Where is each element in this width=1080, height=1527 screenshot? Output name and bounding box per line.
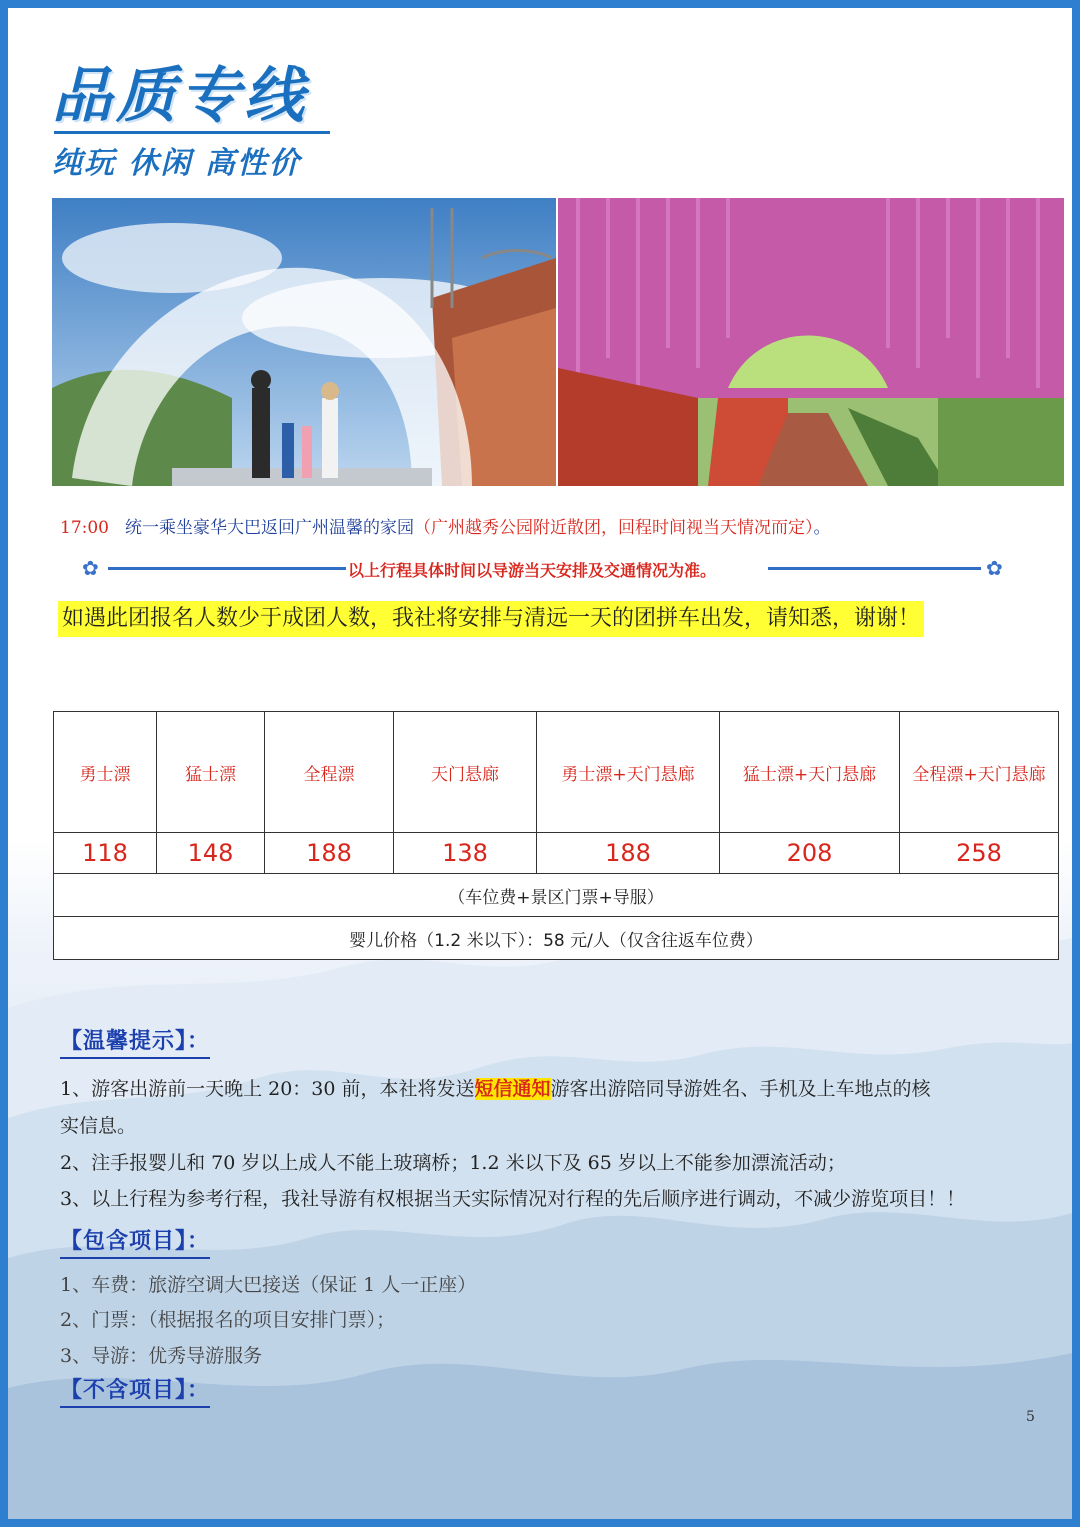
- price-includes: （车位费+景区门票+导服）: [54, 874, 1059, 917]
- excluded-title: 【不含项目】：: [60, 1373, 210, 1408]
- schedule-note-text: 以上行程具体时间以导游当天安排及交通情况为准。: [348, 561, 717, 580]
- price-value-cell: 148: [157, 833, 265, 874]
- page-number: 5: [1026, 1409, 1035, 1425]
- included-title: 【包含项目】：: [60, 1224, 210, 1259]
- brand-title: 品质专线: [52, 61, 308, 131]
- tip-line-1: [60, 1074, 931, 1101]
- included-item: 1、车费：旅游空调大巴接送（保证 1 人一正座）: [60, 1274, 477, 1296]
- photo-flower-corridor: [558, 198, 1064, 486]
- price-value-cell: 138: [394, 833, 537, 874]
- flower-icon: ✿: [986, 556, 1003, 580]
- price-value-cell: 118: [54, 833, 157, 874]
- tip-line-3: 3、以上行程为参考行程，我社导游有权根据当天实际情况对行程的先后顺序进行调动，不减少游览项目！！: [60, 1188, 966, 1210]
- price-value-cell: 208: [720, 833, 900, 874]
- return-note: （广州越秀公园附近散团，回程时间视当天情况而定）: [414, 518, 814, 538]
- infant-price-row: [54, 917, 1059, 960]
- return-time: 17:00: [60, 518, 109, 538]
- return-end: 。: [813, 518, 831, 538]
- flower-icon: ✿: [82, 556, 99, 580]
- brand-underline: [54, 131, 330, 134]
- infant-price: 婴儿价格（1.2 米以下）：58 元/人（仅含往返车位费）: [54, 917, 1059, 960]
- tip-line-1-cont: 实信息。: [60, 1115, 137, 1137]
- return-text: 统一乘坐豪华大巴返回广州温馨的家园: [125, 518, 414, 538]
- price-header-cell: 勇士漂+天门悬廊: [537, 712, 720, 833]
- sms-notice: 短信通知: [474, 1078, 551, 1100]
- price-header-cell: 全程漂: [265, 712, 394, 833]
- included-item: 2、门票：（根据报名的项目安排门票）；: [60, 1309, 396, 1331]
- group-notice: 如遇此团报名人数少于成团人数，我社将安排与清远一天的团拼车出发，请知悉，谢谢！: [58, 601, 924, 637]
- price-includes-row: [54, 874, 1059, 917]
- schedule-note: [82, 556, 1007, 582]
- price-header-cell: 勇士漂: [54, 712, 157, 833]
- price-value-cell: 188: [265, 833, 394, 874]
- divider-line: [108, 567, 346, 570]
- tip-line-2: 2、注手报婴儿和 70 岁以上成人不能上玻璃桥；1.2 米以下及 65 岁以上不能参加漂流活动；: [60, 1152, 846, 1174]
- tip-line-1-a: 1、游客出游前一天晚上 20：30 前，本社将发送: [60, 1078, 475, 1100]
- price-header-cell: 天门悬廊: [394, 712, 537, 833]
- divider-line: [768, 567, 981, 570]
- price-header-row: [54, 712, 1059, 833]
- price-header-cell: 猛士漂+天门悬廊: [720, 712, 900, 833]
- brand-subtitle: 纯玩 休闲 高性价: [52, 146, 301, 181]
- price-header-cell: 全程漂+天门悬廊: [900, 712, 1059, 833]
- price-value-row: [54, 833, 1059, 874]
- price-value-cell: 188: [537, 833, 720, 874]
- price-header-cell: 猛士漂: [157, 712, 265, 833]
- tips-title: 【温馨提示】：: [60, 1024, 210, 1059]
- price-value-cell: 258: [900, 833, 1059, 874]
- return-itinerary: [60, 513, 831, 538]
- included-item: 3、导游：优秀导游服务: [60, 1345, 263, 1367]
- photo-water-arch: [52, 198, 556, 486]
- price-table: [53, 711, 1059, 960]
- tip-line-1-b: 游客出游陪同导游姓名、手机及上车地点的核: [550, 1078, 931, 1100]
